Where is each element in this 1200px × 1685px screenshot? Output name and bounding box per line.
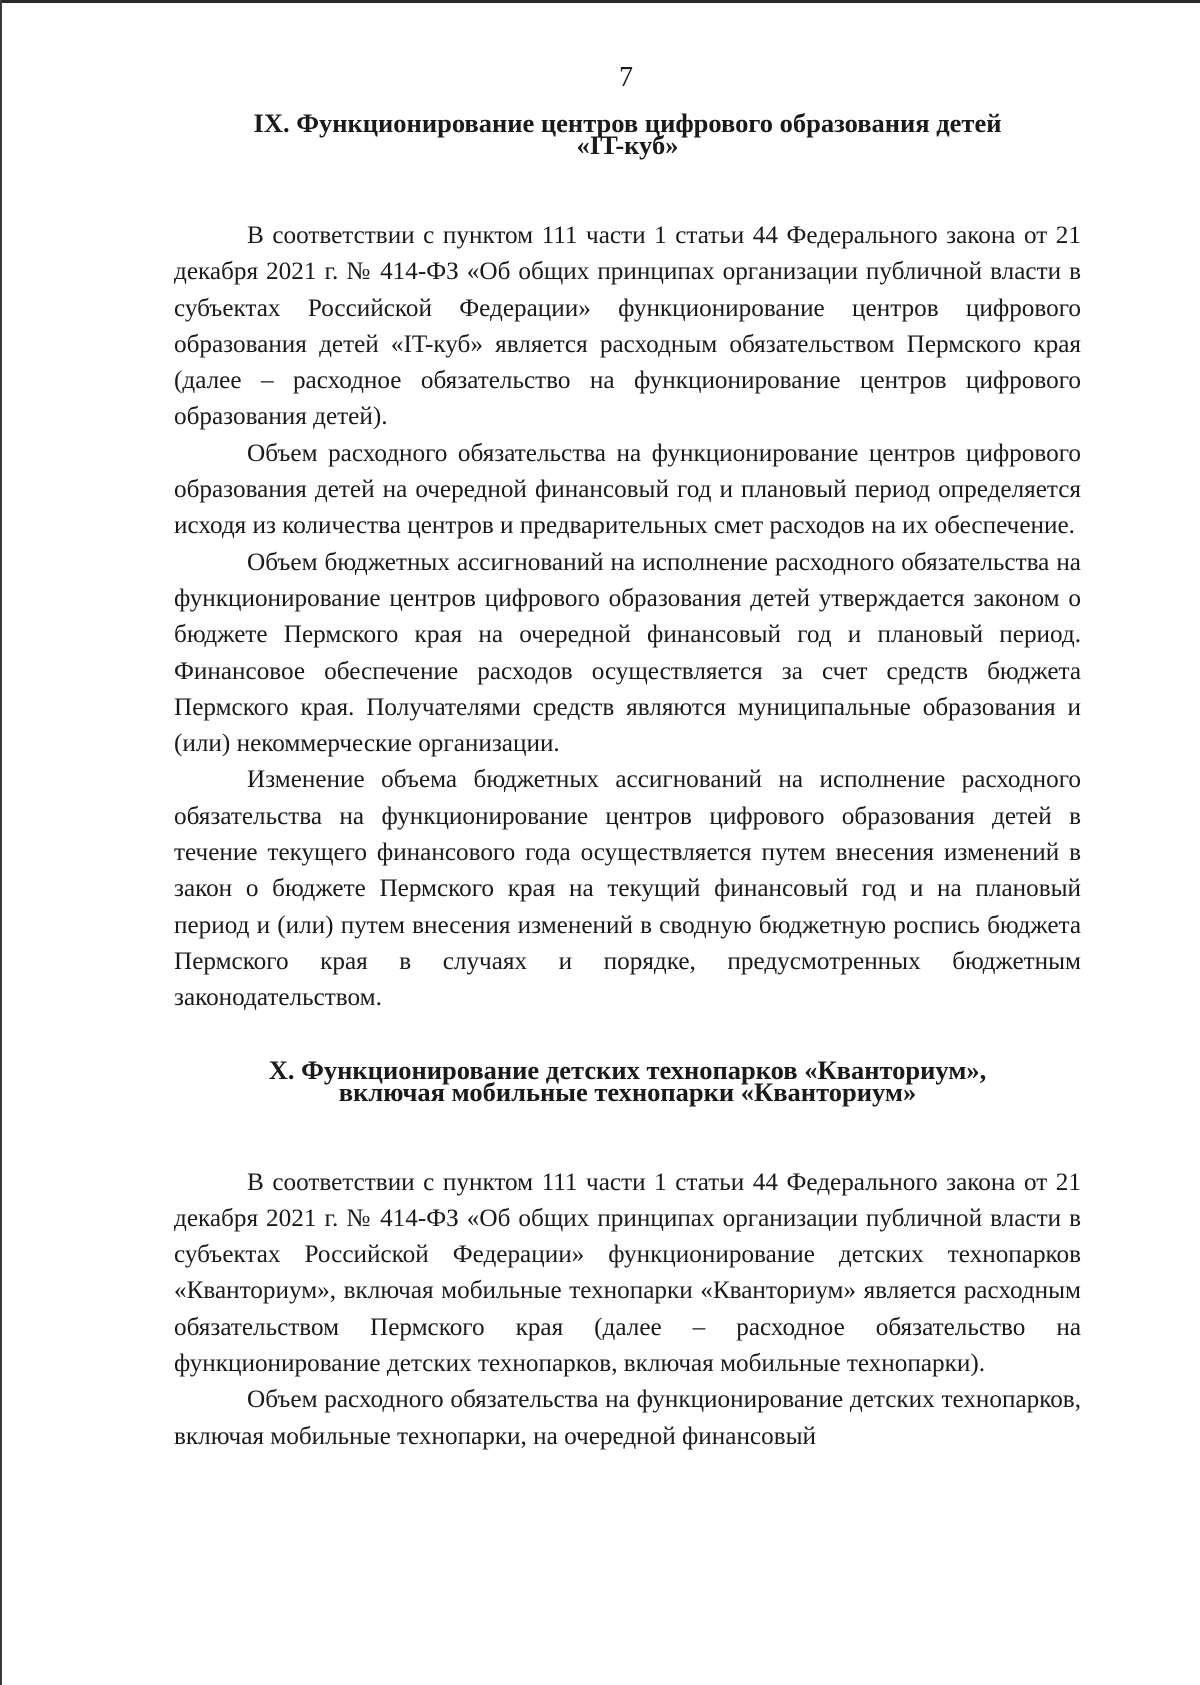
paragraph: Объем расходного обязательства на функционирование детских технопарков, включая мобильные технопарки, на очередной финансовый <box>174 1386 1081 1450</box>
paragraph: Объем расходного обязательства на функционирование центров цифрового образования детей на очередной финансовый год и плановый период определяется исходя из количества центров и предварительных смет расходов на их обеспечение. <box>174 439 1081 540</box>
section-title <box>174 1054 1081 1107</box>
section-title <box>174 108 1081 160</box>
paragraph: В соответствии с пунктом 111 части 1 статьи 44 Федерального закона от 21 декабря 2021 г. № 414-ФЗ «Об общих принципах организации публичной власти в субъектах Российской Федерации» функционирование детских технопарков «Кванториум», включая мобильные технопарки «Кванториум» является расходным обязательством Пермского края (далее – расходное обязательство на функционирование детских технопарков, включая мобильные технопарки). <box>174 1168 1081 1378</box>
scan-edge-left <box>0 0 2 1685</box>
section-title-line: «IT-куб» <box>576 130 679 160</box>
section-ix <box>174 108 1081 1017</box>
section-title-line: включая мобильные технопарки «Кванториум» <box>338 1076 917 1107</box>
paragraph: В соответствии с пунктом 111 части 1 статьи 44 Федерального закона от 21 декабря 2021 г. № 414-ФЗ «Об общих принципах организации публичной власти в субъектах Российской Федерации» функционирование центров цифрового образования детей «IT-куб» является расходным обязательством Пермского края (далее – расходное обязательство на функционирование центров цифрового образования детей). <box>174 222 1081 431</box>
paragraph: Объем бюджетных ассигнований на исполнение расходного обязательства на функционирование центров цифрового образования детей утверждается законом о бюджете Пермского края на очередной финансовый год и плановый период. Финансовое обеспечение расходов осуществляется за счет средств бюджета Пермского края. Получателями средств являются муниципальные образования и (или) некоммерческие организации. <box>174 548 1081 758</box>
page-number: 7 <box>619 62 633 93</box>
section-x <box>174 1054 1081 1455</box>
paragraph: Изменение объема бюджетных ассигнований на исполнение расходного обязательства на функционирование центров цифрового образования детей в течение текущего финансового года осуществляется путем внесения изменений в закон о бюджете Пермского края на текущий финансовый год и на плановый период и (или) путем внесения изменений в сводную бюджетную роспись бюджета Пермского края в случаях и порядке, предусмотренных бюджетным законодательством. <box>174 766 1081 1012</box>
document-body <box>174 108 1081 1455</box>
section-title-line: X. Функционирование детских технопарков «Кванториум», <box>268 1054 987 1085</box>
scan-edge-top <box>0 0 1200 3</box>
section-title-line: IX. Функционирование центров цифрового образования детей <box>253 108 1002 138</box>
